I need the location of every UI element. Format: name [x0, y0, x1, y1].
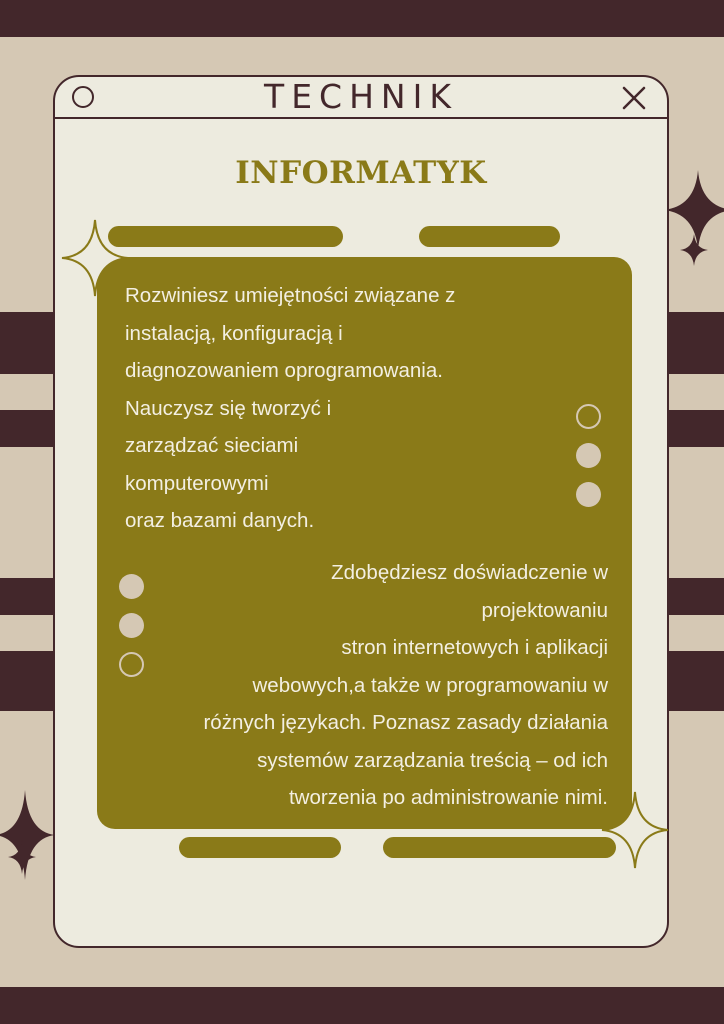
- top-band: [0, 0, 724, 37]
- decorative-bar: [419, 226, 560, 247]
- page-subtitle: INFORMATYK: [235, 155, 487, 191]
- text-line: webowych,a także w programowaniu w: [252, 673, 608, 697]
- paragraph-1: [125, 277, 535, 540]
- text-line: instalacją, konfiguracją i: [125, 321, 343, 345]
- decorative-bar: [108, 226, 343, 247]
- text-line: oraz bazami danych.: [125, 509, 315, 532]
- text-line: stron internetowych i aplikacji: [341, 636, 608, 659]
- dot-icon: [119, 652, 144, 677]
- text-line: projektowaniu: [481, 598, 608, 622]
- decorative-bar: [383, 837, 616, 858]
- window-frame: [53, 75, 669, 948]
- dot-icon: [119, 574, 144, 599]
- text-line: tworzenia po administrowanie nimi.: [288, 786, 608, 809]
- title-bar: [55, 77, 667, 119]
- dot-icon: [119, 613, 144, 638]
- sparkle-icon: [600, 790, 670, 870]
- content-panel: [97, 257, 632, 829]
- text-line: zarządzać sieciami: [125, 434, 299, 457]
- decorative-bar: [179, 837, 341, 858]
- sparkle-icon: [60, 218, 130, 298]
- dot-icon: [576, 443, 601, 468]
- text-line: komputerowymi: [125, 471, 269, 495]
- sparkle-icon: [8, 840, 36, 874]
- bottom-band: [0, 987, 724, 1024]
- text-line: różnych językach. Poznasz zasady działania: [203, 711, 608, 734]
- dot-icon: [576, 404, 601, 429]
- close-icon[interactable]: [621, 85, 647, 111]
- window-title: TECHNIK: [264, 77, 458, 116]
- text-line: Nauczysz się tworzyć i: [125, 396, 332, 420]
- text-line: systemów zarządzania treścią – od ich: [257, 748, 608, 772]
- sparkle-icon: [680, 234, 708, 266]
- paragraph-2: [158, 554, 608, 817]
- text-line: Zdobędziesz doświadczenie w: [331, 561, 608, 584]
- dot-icon: [576, 482, 601, 507]
- text-line: Rozwiniesz umiejętności związane z: [125, 284, 456, 307]
- text-line: diagnozowaniem oprogramowania.: [125, 359, 443, 382]
